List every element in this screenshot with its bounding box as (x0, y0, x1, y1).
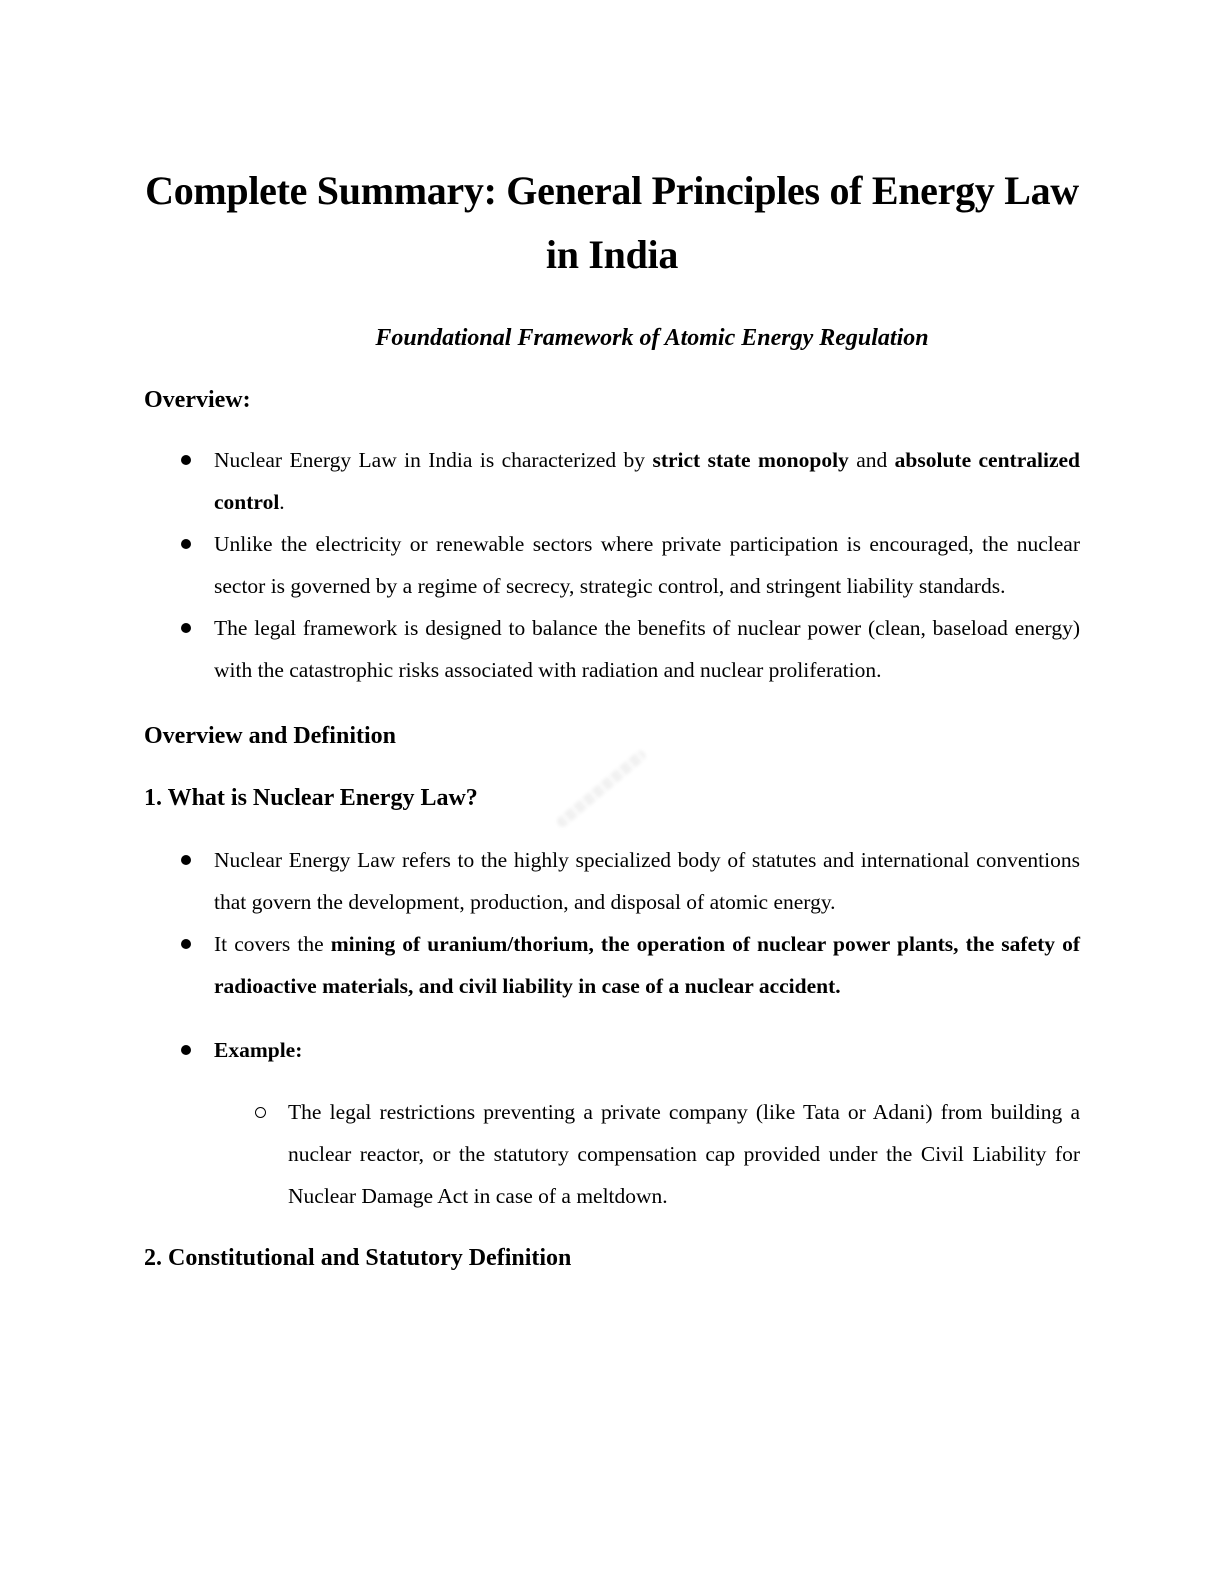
bullet-item (144, 839, 1080, 923)
bullet-disc-icon (181, 939, 191, 949)
bullet-disc-icon (181, 623, 191, 633)
sub-bullet-text: The legal restrictions preventing a private company (like Tata or Adani) from building a nuclear reactor, or the statutory compensation cap provided under the Civil Liability for Nuclear Damage Act in case of a meltdown. (288, 1100, 1080, 1208)
bullet-item (144, 439, 1080, 523)
bullet-text: The legal framework is designed to balance the benefits of nuclear power (clean, baseload energy) with the catastrophic risks associated with radiation and nuclear proliferation. (214, 616, 1080, 682)
heading-overview-and-definition: Overview and Definition (144, 723, 396, 749)
document-title: Complete Summary: General Principles of Energy Law in India (145, 168, 1079, 277)
bullet-text: Unlike the electricity or renewable sectors where private participation is encouraged, the nuclear sector is governed by a regime of secrecy, strategic control, and stringent liability standards. (214, 532, 1080, 598)
bullet-text: Nuclear Energy Law in India is characterized by strict state monopoly and absolute centralized control. (214, 448, 1080, 514)
bullet-item (144, 607, 1080, 691)
bullet-disc-icon (181, 455, 191, 465)
heading-overview: Overview: (144, 387, 251, 413)
bullet-disc-icon (181, 1045, 191, 1055)
document-subtitle: Foundational Framework of Atomic Energy Regulation (375, 325, 929, 351)
bullet-disc-icon (181, 539, 191, 549)
sub-bullet-item (144, 1091, 1080, 1217)
example-sub-bullet-list (144, 1091, 1080, 1217)
bullet-disc-icon (181, 855, 191, 865)
bullet-item-example (144, 1029, 1080, 1071)
bullet-text: Example: (214, 1038, 303, 1062)
definition-bullet-list (144, 839, 1080, 1071)
overview-bullet-list (144, 439, 1080, 691)
bullet-text: It covers the mining of uranium/thorium, the operation of nuclear power plants, the safety of radioactive materials, and civil liability in case of a nuclear accident. (214, 932, 1080, 998)
bullet-item (144, 923, 1080, 1007)
heading-what-is-nuclear-energy-law: 1. What is Nuclear Energy Law? (144, 785, 478, 811)
bullet-circle-icon (255, 1107, 266, 1118)
bullet-text: Nuclear Energy Law refers to the highly specialized body of statutes and international conventions that govern the development, production, and disposal of atomic energy. (214, 848, 1080, 914)
heading-constitutional-and-statutory-definition: 2. Constitutional and Statutory Definition (144, 1245, 572, 1271)
bullet-item (144, 523, 1080, 607)
